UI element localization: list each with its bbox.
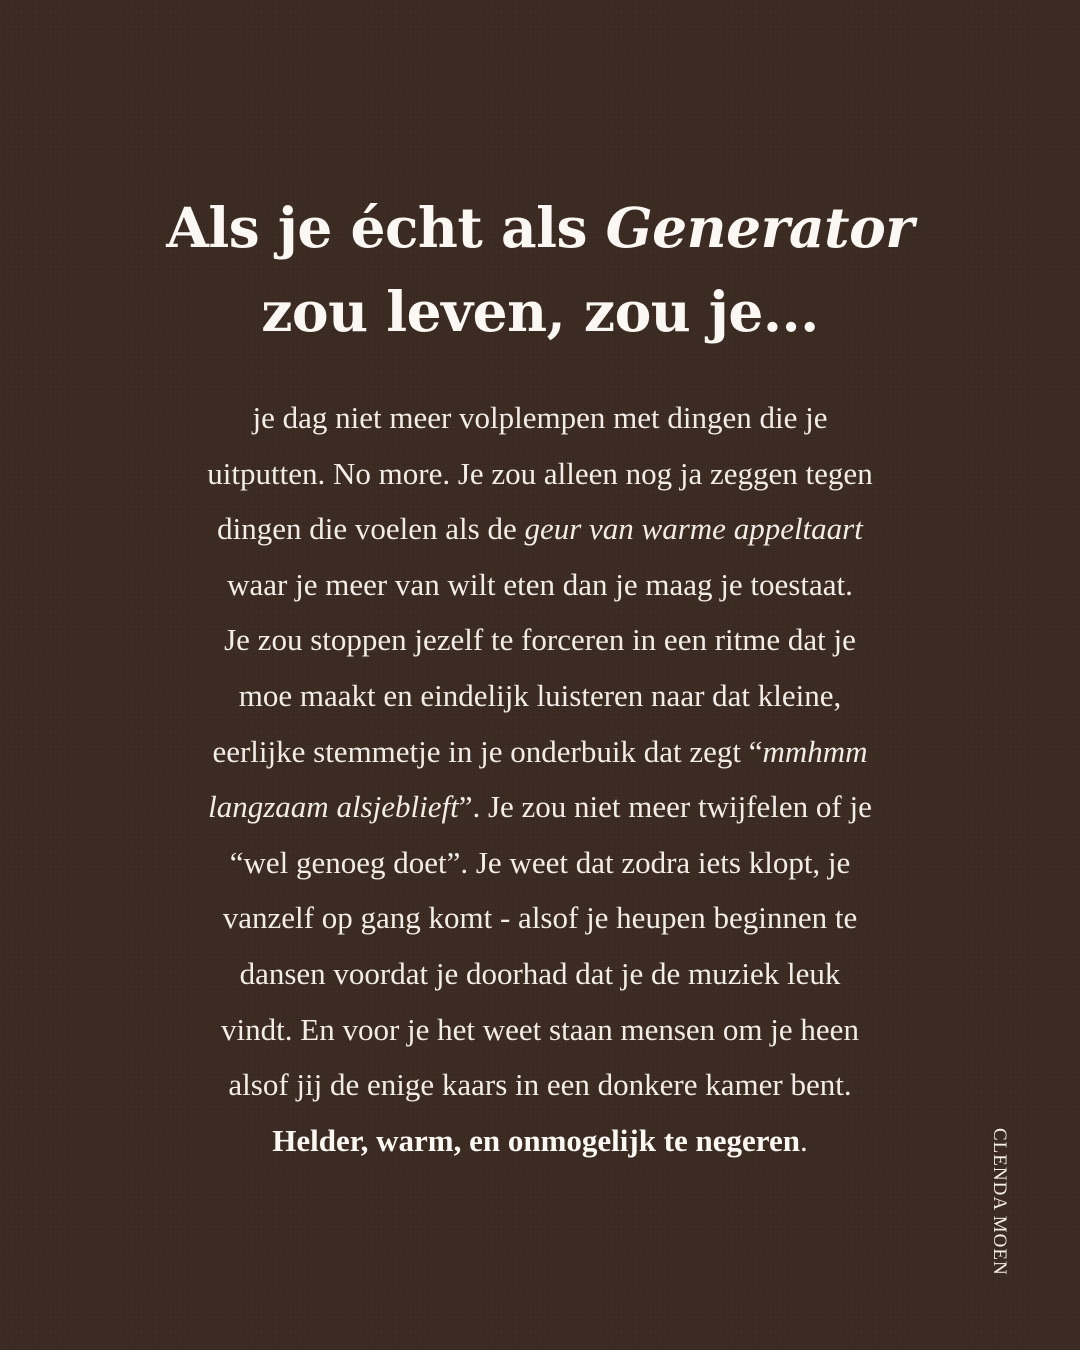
body-line: moe maakt en eindelijk luisteren naar dat kleine, xyxy=(238,677,842,713)
title-line-2: zou leven, zou je... xyxy=(261,279,819,344)
body-line: vanzelf op gang komt - alsof je heupen beginnen te xyxy=(222,900,858,936)
body-line: Je zou stoppen jezelf te forceren in een ritme dat je xyxy=(224,622,856,658)
body-line: Helder, warm, en onmogelijk te negeren. xyxy=(272,1122,808,1158)
body-line: dingen die voelen als de geur van warme appeltaart xyxy=(217,511,863,547)
body-line: waar je meer van wilt eten dan je maag je toestaat. xyxy=(227,566,853,602)
body-line: alsof jij de enige kaars in een donkere kamer bent. xyxy=(228,1067,852,1103)
body-emphasis: geur van warme appeltaart xyxy=(524,511,863,547)
body-emphasis: mmhmm xyxy=(762,733,868,769)
body-line: langzaam alsjeblieft”. Je zou niet meer twijfelen of je xyxy=(208,789,872,825)
body-line: dansen voordat je doorhad dat je de muziek leuk xyxy=(239,955,841,991)
body-emphasis: langzaam alsjeblieft xyxy=(208,789,459,825)
body-line: uitputten. No more. Je zou alleen nog ja zeggen tegen xyxy=(207,455,873,491)
title-line-1: Als je écht als Generator xyxy=(166,195,914,260)
body-line: je dag niet meer volplempen met dingen die je xyxy=(252,400,828,435)
body-line: eerlijke stemmetje in je onderbuik dat zegt “mmhmm xyxy=(212,733,868,769)
brand-signature: CLENDA MOEN xyxy=(989,1128,1010,1276)
page-title xyxy=(90,186,990,354)
body-paragraph xyxy=(110,390,970,1168)
body-line: vindt. En voor je het weet staan mensen om je heen xyxy=(221,1011,859,1047)
title-emphasis: Generator xyxy=(605,195,914,260)
closing-bold-phrase: Helder, warm, en onmogelijk te negeren xyxy=(272,1122,801,1158)
body-line: “wel genoeg doet”. Je weet dat zodra iets klopt, je xyxy=(229,844,851,880)
